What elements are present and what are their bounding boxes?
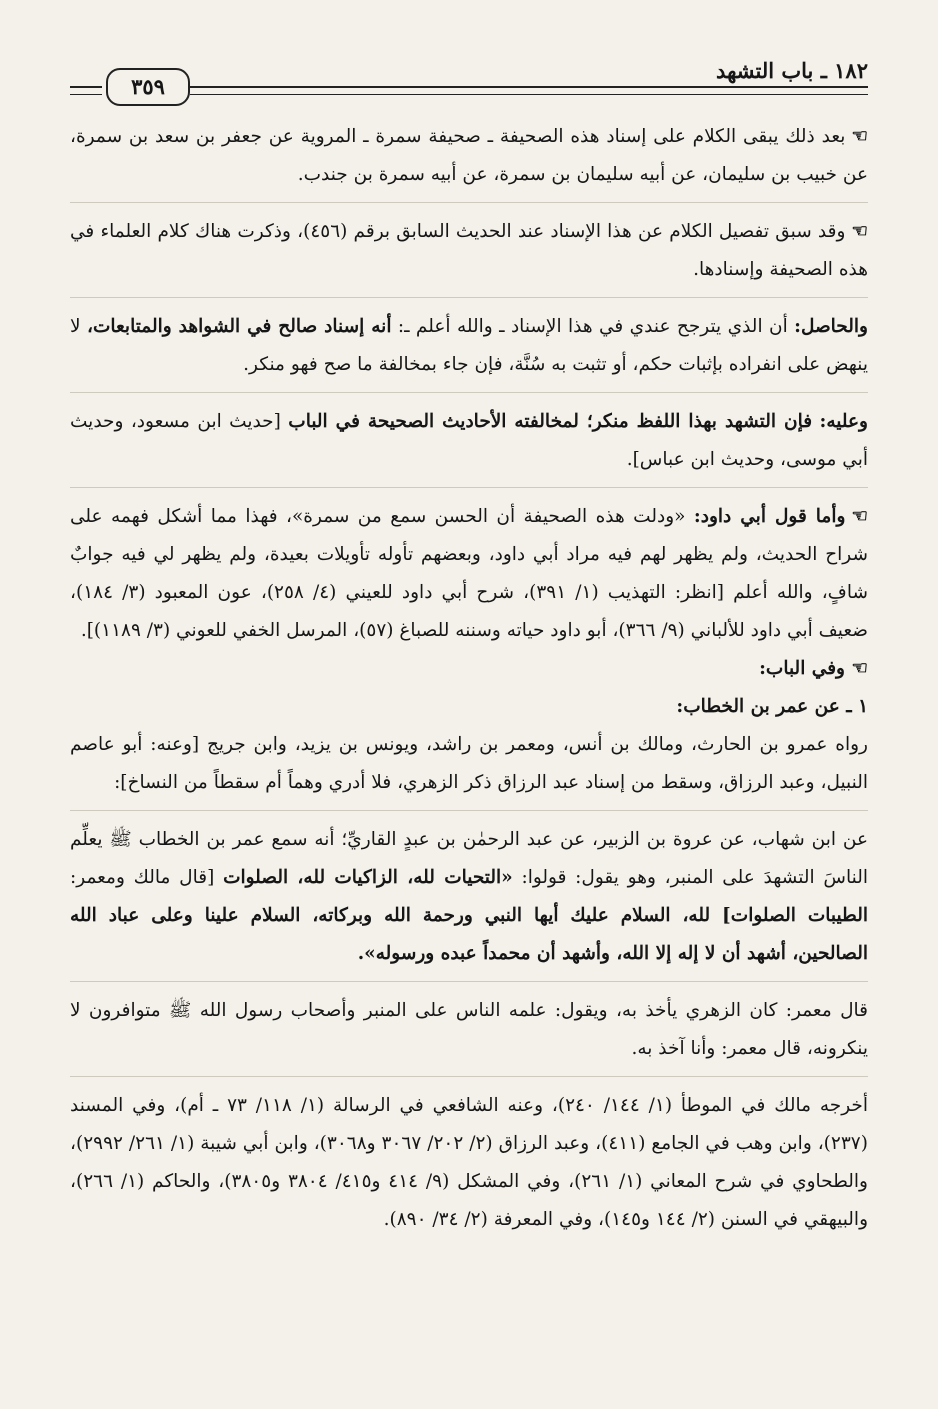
divider: [70, 392, 868, 393]
paragraph-text: أن الذي يترجح عندي في هذا الإسناد ـ والله أعلم ـ:: [397, 316, 788, 337]
narration-bold-2: الطيبات الصلوات] لله، السلام عليك أيها النبي ورحمة الله وبركاته، السلام علينا وعلى عباد الله الصالحين، أشهد أن لا إله إلا الله، وأشهد أن محمداً عبده ورسوله».: [70, 905, 868, 964]
narration-chain: رواه عمرو بن الحارث، ومالك بن أنس، ومعمر بن راشد، ويونس بن يزيد، وابن جريج [وعنه: أبو عاصم النبيل، وعبد الرزاق، وسقط من إسناد عبد الرزاق ذكر الزهري، فلا أدري وهماً أم سقطاً من النساخ]:: [70, 734, 868, 793]
lead-word: وأما قول أبي داود:: [693, 506, 846, 527]
narration-mid: [قال مالك ومعمر:: [70, 867, 215, 888]
lead-word: والحاصل:: [794, 316, 868, 337]
paragraph-consequence: [70, 403, 868, 479]
paragraph-text: [حديث ابن مسعود، وحديث أبي موسى، وحديث ابن عباس].: [70, 411, 868, 470]
divider: [70, 1076, 868, 1077]
page-body: [70, 118, 868, 1368]
paragraph-text: وقد سبق تفصيل الكلام عن هذا الإسناد عند الحديث السابق برقم (٤٥٦)، وذكرت هناك كلام العلماء في هذه الصحيفة وإسنادها.: [70, 221, 868, 280]
paragraph-abu-dawud: [70, 498, 868, 650]
paragraph-text: «ودلت هذه الصحيفة أن الحسن سمع من سمرة»، فهذا مما أشكل فهمه على شراح الحديث، ولم يظهر لهم فيه مراد أبي داود، وبعضهم تأوله تأويلات بعيدة، ولم يظهر لي فيه جوابٌ شافٍ، والله أعلم [انظر: التهذيب (١/ ٣٩١)، شرح أبي داود للعيني (٤/ ٢٥٨)، عون المعبود (٣/ ١٨٤)، ضعيف أبي داود للألباني (٩/ ٣٦٦)، أبو داود حياته وسننه للصباغ (٥٧)، المرسل الخفي للعوني (٣/ ١١٨٩)].: [70, 506, 868, 641]
pointer-icon: ☜: [851, 221, 868, 242]
divider: [70, 981, 868, 982]
header-rule-left: [70, 86, 102, 95]
note-mamar: قال معمر: كان الزهري يأخذ به، ويقول: علمه الناس على المنبر وأصحاب رسول الله ﷺ متوافرون لا ينكرونه، قال معمر: وأنا آخذ به.: [70, 1000, 868, 1059]
note-takhrij: أخرجه مالك في الموطأ (١/ ١٤٤/ ٢٤٠)، وعنه الشافعي في الرسالة (١/ ١١٨/ ٧٣ ـ أم)، وفي المسند (٢٣٧)، وابن وهب في الجامع (٤١١)، وعبد الرزاق (٢/ ٢٠٢/ ٣٠٦٧ و٣٠٦٨)، وابن أبي شيبة (١/ ٢٦١/ ٢٩٩٢)، والطحاوي في شرح المعاني (١/ ٢٦١)، وفي المشكل (٩/ ٤١٤ و٤١٥/ ٣٨٠٤ و٣٨٠٥)، والحاكم (١/ ٢٦٦)، والبيهقي في السنن (٢/ ١٤٤ و١٤٥)، وفي المعرفة (٢/ ٣٤/ ٨٩٠).: [70, 1095, 868, 1230]
running-title: ١٨٢ ـ باب التشهد: [716, 58, 868, 83]
divider: [70, 297, 868, 298]
divider: [70, 202, 868, 203]
narration-bold-1: «التحيات لله، الزاكيات لله، الصلوات: [223, 867, 513, 888]
bold-verdict: أنه إسناد صالح في الشواهد والمتابعات،: [86, 316, 392, 337]
paragraph-isnad-intro: [70, 118, 868, 194]
header-rule: [190, 86, 868, 95]
divider: [70, 810, 868, 811]
paragraph-tail: لا ينهض على انفراده بإثبات حكم، أو تثبت به سُنَّة، فإن جاء بمخالفة ما صح فهو منكر.: [70, 316, 868, 375]
paragraph-conclusion: [70, 308, 868, 384]
narration-text: [70, 821, 868, 973]
page-number: ٣٥٩: [106, 68, 190, 106]
narration-plain: عن ابن شهاب، عن عروة بن الزبير، عن عبد الرحمٰن بن عبدٍ القاريِّ؛ أنه سمع عمر بن الخطاب ﷺ يعلِّم الناسَ التشهدَ على المنبر، وهو يقول: قولوا:: [70, 829, 868, 888]
lead-word: وعليه:: [819, 411, 868, 432]
divider: [70, 487, 868, 488]
bold-verdict: فإن التشهد بهذا اللفظ منكر؛ لمخالفته الأحاديث الصحيحة في الباب: [288, 411, 813, 432]
chapter-heading: ☜ وفي الباب:: [759, 658, 868, 679]
paragraph-previous-reference: [70, 213, 868, 289]
chapter-subheading: ١ ـ عن عمر بن الخطاب:: [676, 696, 868, 717]
pointer-icon: ☜: [851, 506, 868, 527]
pointer-icon: ☜: [851, 126, 868, 147]
paragraph-text: بعد ذلك يبقى الكلام على إسناد هذه الصحيفة ـ صحيفة سمرة ـ المروية عن جعفر بن سعد بن سمرة، عن خبيب بن سليمان، عن أبيه سليمان بن سمرة، عن أبيه سمرة بن جندب.: [70, 126, 868, 185]
page-header: [70, 52, 868, 100]
